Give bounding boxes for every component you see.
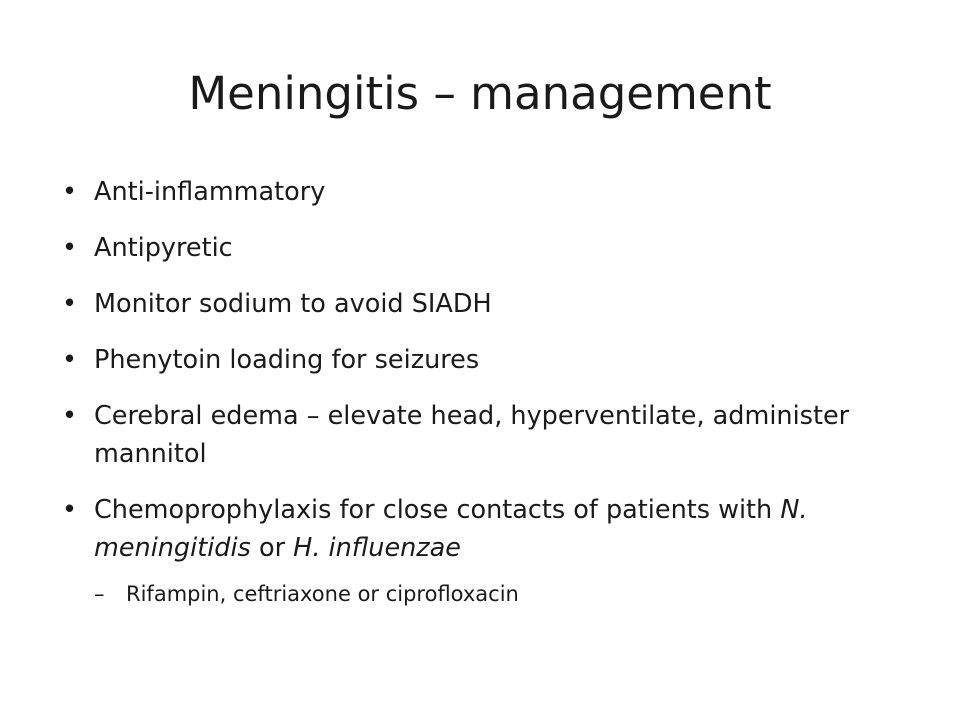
bullet-item (62, 229, 922, 267)
bullet-text: Antipyretic (94, 233, 233, 263)
bullet-icon: • (62, 401, 78, 431)
sub-bullet-text: Rifampin, ceftriaxone or ciprofloxacin (126, 582, 519, 606)
bullet-item (62, 173, 922, 211)
slide-title: Meningitis – management (188, 67, 772, 120)
chemo-prefix-text: Chemoprophylaxis for close contacts of patients with (94, 495, 773, 525)
bullet-item (62, 341, 922, 379)
dash-icon: – (94, 582, 105, 606)
bullet-icon: • (62, 233, 78, 263)
bullet-icon: • (62, 345, 78, 375)
sub-bullet-list (94, 579, 922, 609)
bullet-text: Phenytoin loading for seizures (94, 345, 480, 375)
bullet-item (62, 285, 922, 323)
bullet-icon: • (62, 495, 78, 525)
bullet-item (62, 397, 922, 473)
bullet-item-chemoprophylaxis (62, 491, 922, 609)
organism-n-meningitidis: N. meningitidis (94, 495, 808, 563)
sub-bullet-item (94, 579, 922, 609)
connector-text: or (258, 533, 286, 563)
bullet-icon: • (62, 289, 78, 319)
bullet-text: Anti-inflammatory (94, 177, 326, 207)
bullet-icon: • (62, 177, 78, 207)
bullet-list (62, 173, 922, 627)
bullet-text: Monitor sodium to avoid SIADH (94, 289, 492, 319)
bullet-text: Cerebral edema – elevate head, hyperventilate, administer mannitol (94, 401, 850, 469)
organism-h-influenzae: H. influenzae (293, 533, 461, 563)
